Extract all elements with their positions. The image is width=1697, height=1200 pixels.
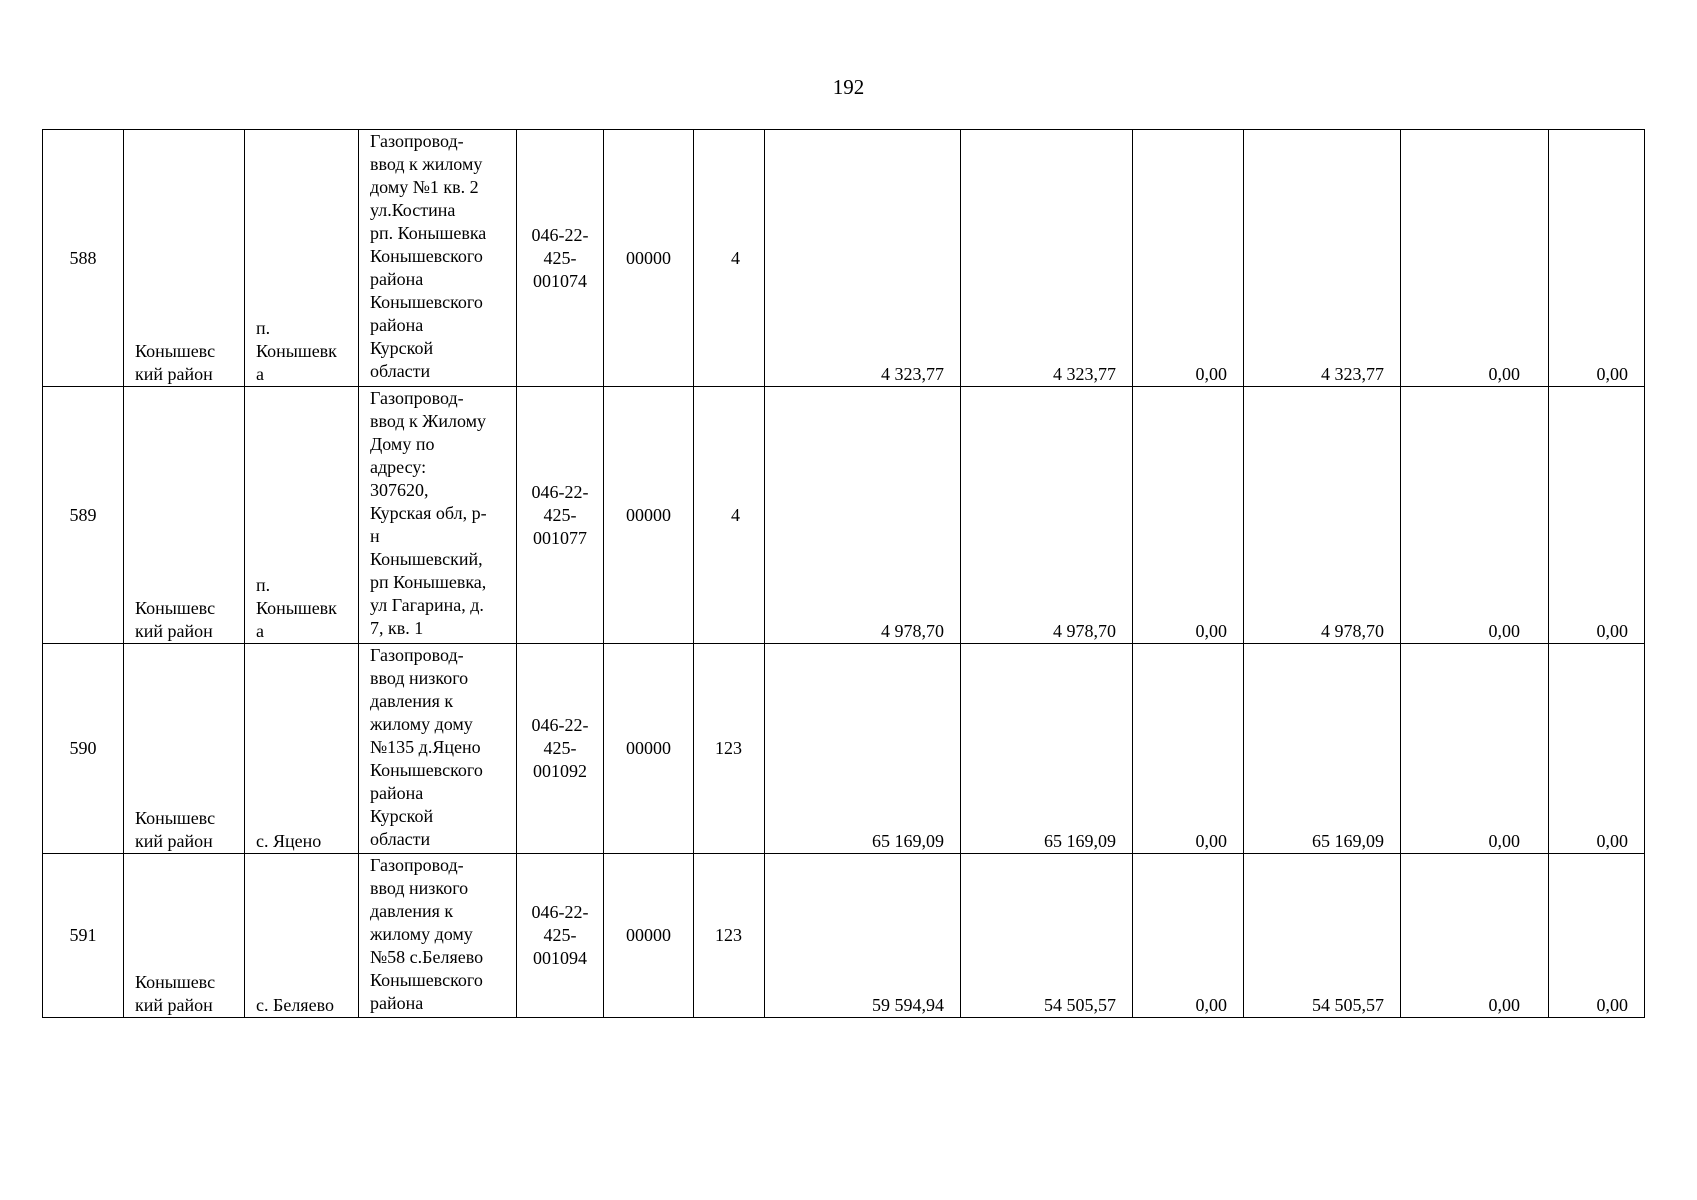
value-cell-1: 4 323,77 (765, 130, 961, 387)
district-cell (124, 644, 245, 854)
code-cell-line: 001077 (533, 527, 587, 548)
description-cell-line: области (370, 361, 431, 381)
description-cell-line: Конышевского (370, 970, 483, 990)
district-cell (124, 854, 245, 1018)
code-cell-line: 425- (543, 247, 577, 268)
description-cell-line: 307620, (370, 480, 429, 500)
value-cell-2: 4 323,77 (961, 130, 1133, 387)
count-cell: 123 (694, 854, 765, 1018)
code-cell-line: 046-22- (531, 715, 589, 735)
value-cell-3: 0,00 (1133, 644, 1244, 854)
zeros-cell: 00000 (604, 130, 694, 387)
description-cell (359, 644, 517, 854)
description-cell-line: ввод низкого (370, 878, 469, 898)
code-cell-line: 001074 (533, 270, 587, 291)
value-cell-1: 65 169,09 (765, 644, 961, 854)
code-cell-line: 001092 (533, 761, 587, 781)
locality-cell-line: Конышевк (256, 341, 337, 361)
description-cell-line: дому №1 кв. 2 (370, 177, 479, 197)
description-cell-line: Дому по (370, 434, 435, 454)
description-cell-line: 7, кв. 1 (370, 618, 424, 638)
description-cell-line: района (370, 783, 424, 803)
code-cell (517, 387, 604, 644)
table-row (43, 644, 1645, 854)
description-cell-line: Конышевского (370, 760, 483, 780)
table-row (43, 854, 1645, 1018)
value-cell-6: 0,00 (1549, 387, 1645, 644)
table-row (43, 130, 1645, 387)
description-cell-line: Конышевский, (370, 549, 483, 569)
locality-cell-line: с. Яцено (256, 831, 322, 851)
code-cell-line: 425- (543, 925, 577, 945)
description-cell-line: №135 д.Яцено (370, 737, 481, 757)
row-number: 591 (43, 854, 124, 1018)
description-cell (359, 387, 517, 644)
district-cell-line: кий район (135, 364, 213, 384)
code-cell-line: 425- (543, 504, 577, 525)
locality-cell-line: Конышевк (256, 598, 337, 618)
zeros-cell: 00000 (604, 387, 694, 644)
description-cell-line: давления к (370, 691, 454, 711)
value-cell-4: 65 169,09 (1244, 644, 1401, 854)
description-cell-line: Газопровод- (370, 855, 464, 875)
row-number: 588 (43, 130, 124, 387)
value-cell-1: 4 978,70 (765, 387, 961, 644)
district-cell (124, 130, 245, 387)
code-cell (517, 854, 604, 1018)
code-cell-line: 046-22- (531, 224, 589, 245)
code-cell-line: 425- (543, 738, 577, 758)
count-cell: 123 (694, 644, 765, 854)
description-cell-line: ул Гагарина, д. (370, 595, 484, 615)
code-cell-line: 001094 (533, 948, 587, 968)
locality-cell (245, 644, 359, 854)
description-cell-line: рп. Конышевка (370, 223, 487, 243)
value-cell-2: 65 169,09 (961, 644, 1133, 854)
value-cell-1: 59 594,94 (765, 854, 961, 1018)
description-cell (359, 130, 517, 387)
description-cell-line: жилому дому (370, 714, 473, 734)
value-cell-5: 0,00 (1401, 387, 1549, 644)
description-cell-line: рп Конышевка, (370, 572, 487, 592)
description-cell-line: района (370, 315, 424, 335)
value-cell-4: 4 978,70 (1244, 387, 1401, 644)
locality-cell (245, 387, 359, 644)
district-cell-line: кий район (135, 831, 213, 851)
district-cell-line: Конышевс (135, 972, 216, 992)
value-cell-2: 54 505,57 (961, 854, 1133, 1018)
description-cell-line: Конышевского (370, 292, 483, 312)
district-cell-line: кий район (135, 621, 213, 641)
district-cell-line: Конышевс (135, 341, 216, 361)
code-cell-line: 046-22- (531, 481, 589, 502)
row-number: 589 (43, 387, 124, 644)
locality-cell (245, 854, 359, 1018)
description-cell-line: адресу: (370, 457, 427, 477)
description-cell-line: области (370, 829, 431, 849)
value-cell-6: 0,00 (1549, 644, 1645, 854)
page-number: 192 (832, 75, 865, 99)
description-cell-line: ввод к жилому (370, 154, 483, 174)
description-cell (359, 854, 517, 1018)
description-cell-line: жилому дому (370, 924, 473, 944)
description-cell-line: Конышевского (370, 246, 483, 266)
description-cell-line: н (370, 526, 380, 546)
district-cell-line: Конышевс (135, 598, 216, 618)
locality-cell-line: п. (256, 318, 271, 338)
description-cell-line: Газопровод- (370, 645, 464, 665)
description-cell-line: Курской (370, 338, 434, 358)
code-cell-line: 046-22- (531, 902, 589, 922)
value-cell-3: 0,00 (1133, 130, 1244, 387)
value-cell-3: 0,00 (1133, 387, 1244, 644)
description-cell-line: ул.Костина (370, 200, 456, 220)
locality-cell-line: с. Беляево (256, 995, 334, 1015)
district-cell-line: Конышевс (135, 808, 216, 828)
description-cell-line: района (370, 993, 424, 1013)
value-cell-4: 54 505,57 (1244, 854, 1401, 1018)
district-cell (124, 387, 245, 644)
district-cell-line: кий район (135, 995, 213, 1015)
locality-cell-line: п. (256, 575, 271, 595)
description-cell-line: давления к (370, 901, 454, 921)
assets-table (42, 129, 1645, 1018)
description-cell-line: Курская обл, р- (370, 503, 487, 523)
locality-cell-line: а (256, 621, 264, 641)
description-cell-line: ввод низкого (370, 668, 469, 688)
row-number: 590 (43, 644, 124, 854)
value-cell-3: 0,00 (1133, 854, 1244, 1018)
locality-cell-line: а (256, 364, 264, 384)
value-cell-6: 0,00 (1549, 130, 1645, 387)
value-cell-6: 0,00 (1549, 854, 1645, 1018)
value-cell-5: 0,00 (1401, 644, 1549, 854)
value-cell-2: 4 978,70 (961, 387, 1133, 644)
zeros-cell: 00000 (604, 644, 694, 854)
description-cell-line: №58 с.Беляево (370, 947, 484, 967)
count-cell: 4 (694, 387, 765, 644)
code-cell (517, 644, 604, 854)
code-cell (517, 130, 604, 387)
count-cell: 4 (694, 130, 765, 387)
description-cell-line: Курской (370, 806, 434, 826)
locality-cell (245, 130, 359, 387)
zeros-cell: 00000 (604, 854, 694, 1018)
value-cell-5: 0,00 (1401, 854, 1549, 1018)
description-cell-line: Газопровод- (370, 131, 464, 151)
value-cell-5: 0,00 (1401, 130, 1549, 387)
description-cell-line: ввод к Жилому (370, 411, 487, 431)
description-cell-line: Газопровод- (370, 388, 464, 408)
description-cell-line: района (370, 269, 424, 289)
value-cell-4: 4 323,77 (1244, 130, 1401, 387)
table-row (43, 387, 1645, 644)
